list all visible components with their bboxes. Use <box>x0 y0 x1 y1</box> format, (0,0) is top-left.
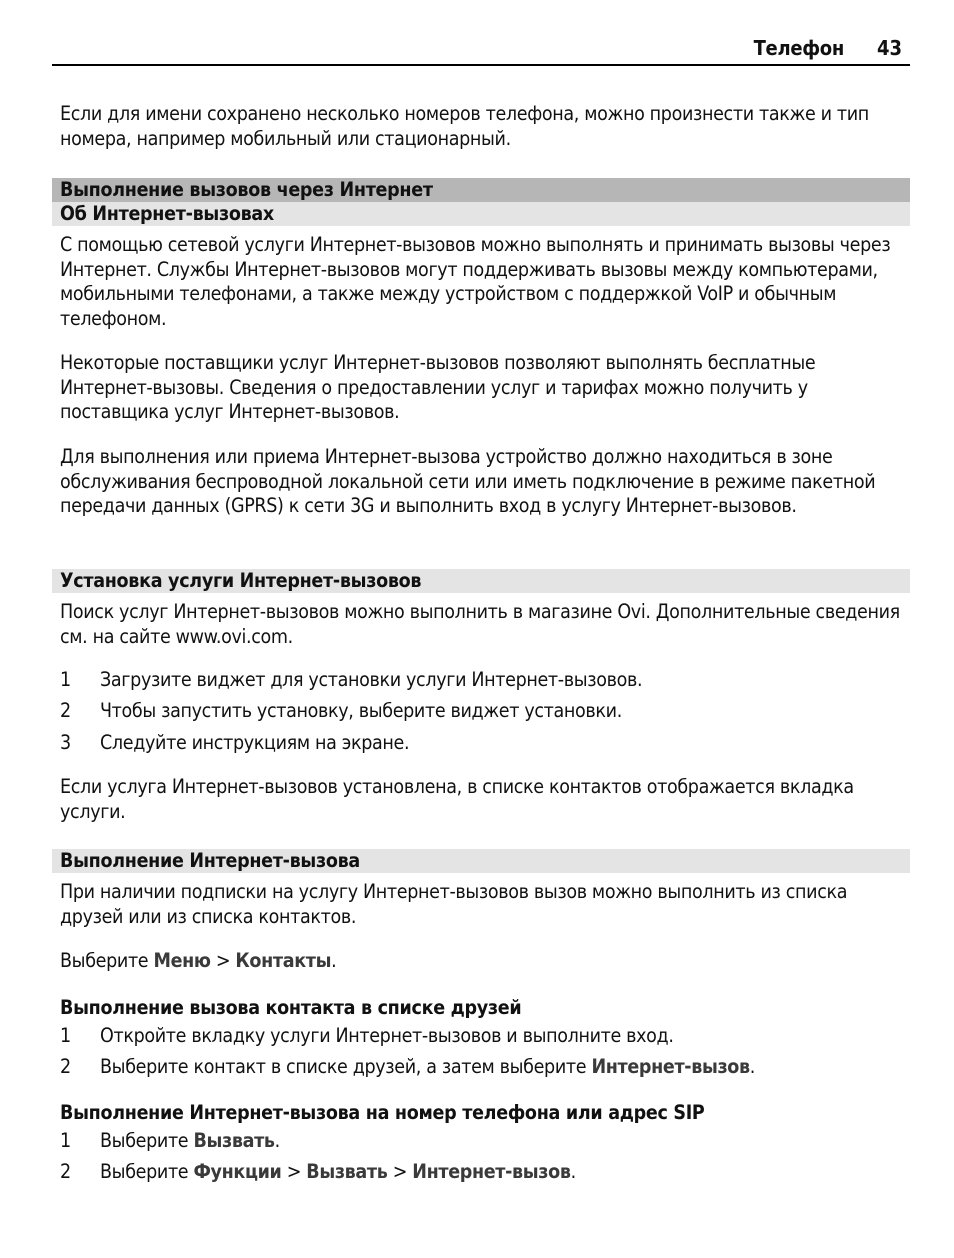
call-ui-term: Вызвать <box>306 1160 388 1183</box>
make-call-intro: При наличии подписки на услугу Интернет-вызовов вызов можно выполнить из списка друзей или из списка контактов. <box>60 880 848 928</box>
install-intro: Поиск услуг Интернет-вызовов можно выполнить в магазине Ovi. Дополнительные сведения см. на сайте www.ovi.com. <box>60 600 900 648</box>
internet-call-ui-term: Интернет-вызов <box>412 1160 571 1183</box>
page-header <box>52 36 910 66</box>
internet-call-ui-term: Интернет-вызов <box>591 1055 750 1078</box>
about-paragraph-3: Для выполнения или приема Интернет-вызова устройство должно находиться в зоне обслуживания беспроводной локальной сети или иметь подключение в режиме пакетной передачи данных (GPRS) к сети 3G и выполнить вход в услугу Интернет-вызовов. <box>60 445 876 517</box>
call-ui-term: Вызвать <box>193 1129 275 1152</box>
contacts-ui-term: Контакты <box>235 949 332 972</box>
about-paragraph-1: С помощью сетевой услуги Интернет-вызовов можно выполнять и принимать вызовы через Интернет. Службы Интернет-вызовов могут поддерживать вызовы между компьютерами, мобильными телефонами, а также между устройством с поддержкой VoIP и обычным телефоном. <box>60 233 891 330</box>
subsection-heading-about: Об Интернет-вызовах <box>52 202 910 226</box>
section-heading: Выполнение вызовов через Интернет <box>52 178 910 202</box>
menu-ui-term: Меню <box>153 949 211 972</box>
header-section-title: Телефон <box>753 36 844 60</box>
options-ui-term: Функции <box>193 1160 282 1183</box>
page-number: 43 <box>876 36 902 60</box>
install-outro: Если услуга Интернет-вызовов установлена, в списке контактов отображается вкладка услуги. <box>60 775 854 823</box>
menu-path: Выберите Меню > Контакты. <box>60 949 337 972</box>
about-paragraph-2: Некоторые поставщики услуг Интернет-вызовов позволяют выполнять бесплатные Интернет-вызовы. Сведения о предоставлении услуг и тарифах можно получить у поставщика услуг Интернет-вызовов. <box>60 351 816 423</box>
friends-heading: Выполнение вызова контакта в списке друзей <box>60 996 522 1019</box>
subsection-heading-make-call: Выполнение Интернет-вызова <box>52 849 910 873</box>
sip-heading: Выполнение Интернет-вызова на номер телефона или адрес SIP <box>60 1101 705 1124</box>
subsection-heading-install: Установка услуги Интернет-вызовов <box>52 569 910 593</box>
intro-paragraph: Если для имени сохранено несколько номеров телефона, можно произнести также и тип номера, например мобильный или стационарный. <box>60 102 869 150</box>
